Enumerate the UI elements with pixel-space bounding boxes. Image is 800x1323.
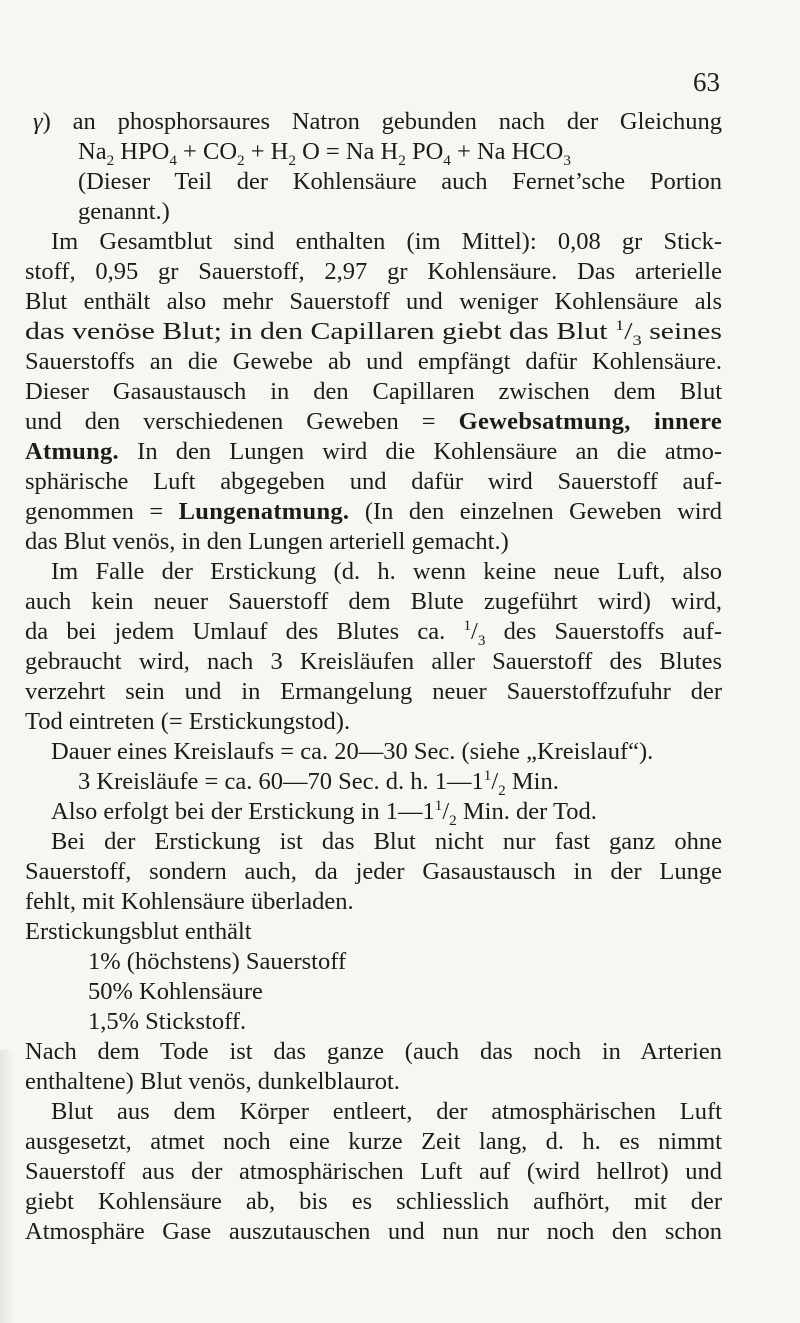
text-line-l24: Also erfolgt bei der Erstickung in $1—1^1/_2$ Min. der Tod. (51, 796, 597, 829)
text-line-l26: Sauerstoff, sondern auch, da jeder Gasaustausch in der Lunge (25, 858, 722, 885)
text-line-l36: Sauerstoff aus der atmosphärischen Luft auf (wird hellrot) und (25, 1158, 722, 1185)
text-line-l9: Sauerstoffs an die Gewebe ab und empfängt dafür Kohlensäure. (25, 348, 722, 375)
text-line-l3: (Dieser Teil der Kohlensäure auch Fernet’sche Portion (78, 168, 722, 195)
text-line-l20: verzehrt sein und in Ermangelung neuer Sauerstoffzufuhr der (25, 678, 722, 705)
text-line-l33: enthaltene) Blut venös, dunkelblaurot. (25, 1068, 400, 1095)
text-line-l31: 1,5% Stickstoff. (88, 1008, 247, 1035)
text-line-l27: fehlt, mit Kohlensäure überladen. (25, 888, 354, 915)
page-edge-shadow (0, 1050, 14, 1323)
text-line-l35: ausgesetzt, atmet noch eine kurze Zeit lang, d. h. es nimmt (25, 1128, 722, 1155)
text-line-l16: Im Falle der Erstickung (d. h. wenn keine neue Luft, also (51, 558, 722, 585)
text-line-l22: Dauer eines Kreislaufs = ca. 20—30 Sec. (siehe „Kreislauf“). (51, 738, 654, 765)
text-line-l34: Blut aus dem Körper entleert, der atmosphärischen Luft (51, 1098, 722, 1125)
text-line-l32: Nach dem Tode ist das ganze (auch das noch in Arterien (25, 1038, 722, 1065)
text-line-l11: und den verschiedenen Geweben = Gewebsatmung, innere (25, 408, 722, 435)
text-line-l19: gebraucht wird, nach 3 Kreisläufen aller Sauerstoff des Blutes (25, 648, 722, 675)
text-line-l30: 50% Kohlensäure (88, 978, 263, 1005)
text-line-l15: das Blut venös, in den Lungen arteriell gemacht.) (25, 528, 509, 555)
text-line-l8: das venöse Blut; in den Capillaren giebt das Blut $^1/_3$ seines (25, 316, 722, 349)
text-line-l13: sphärische Luft abgegeben und dafür wird Sauerstoff auf- (25, 468, 722, 495)
text-line-l2: $Na_2$ $HPO_4 + CO_2 + H_2$ O = Na $H_2$ $PO_4 + Na$ $HCO_3$ (78, 138, 571, 169)
text-line-l21: Tod eintreten (= Erstickungstod). (25, 708, 351, 735)
text-line-l5: Im Gesamtblut sind enthalten (im Mittel): 0,08 gr Stick- (51, 228, 722, 255)
text-line-l1: γ) an phosphorsaures Natron gebunden nach der Gleichung (33, 108, 722, 135)
text-line-l12: Atmung. In den Lungen wird die Kohlensäure an die atmo- (25, 438, 722, 465)
text-line-l4: genannt.) (78, 198, 170, 225)
text-line-l37: giebt Kohlensäure ab, bis es schliesslich aufhört, mit der (25, 1188, 722, 1215)
text-line-l14: genommen = Lungenatmung. (In den einzelnen Geweben wird (25, 498, 722, 525)
text-line-l29: 1% (höchstens) Sauerstoff (88, 948, 347, 975)
text-line-l25: Bei der Erstickung ist das Blut nicht nur fast ganz ohne (51, 828, 722, 855)
text-line-l38: Atmosphäre Gase auszutauschen und nun nur noch den schon (25, 1218, 722, 1245)
text-line-l10: Dieser Gasaustausch in den Capillaren zwischen dem Blut (25, 378, 722, 405)
page-number: 63 (693, 67, 720, 97)
text-line-l6: stoff, 0,95 gr Sauerstoff, 2,97 gr Kohlensäure. Das arterielle (25, 258, 722, 285)
text-line-l7: Blut enthält also mehr Sauerstoff und weniger Kohlensäure als (25, 288, 722, 315)
text-line-l23: 3 Kreisläufe = ca. 60—70 Sec. d. h. $1—1^1/_2$ Min. (78, 766, 559, 799)
text-line-l17: auch kein neuer Sauerstoff dem Blute zugeführt wird) wird, (25, 588, 722, 615)
text-line-l28: Erstickungsblut enthält (25, 918, 252, 945)
text-line-l18: da bei jedem Umlauf des Blutes ca. $^1/_3$ des Sauerstoffs auf- (25, 616, 722, 649)
